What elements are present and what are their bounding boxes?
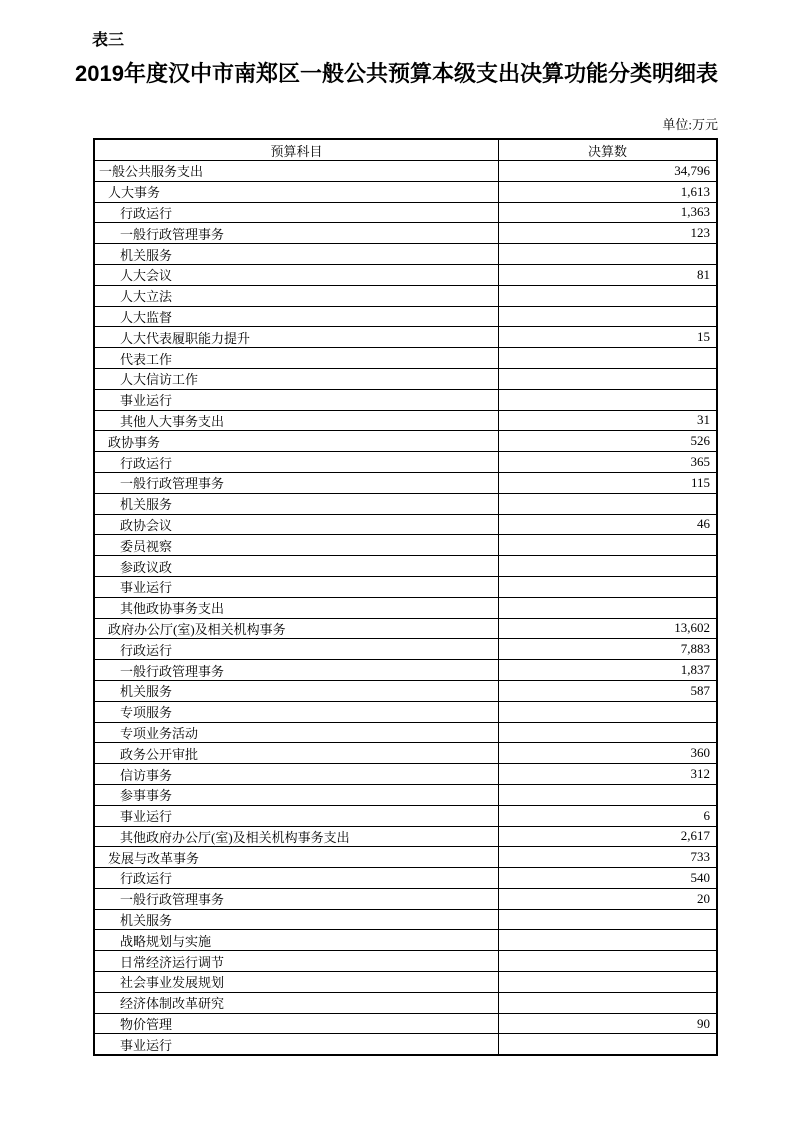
table-row	[95, 410, 716, 431]
amount-cell: 15	[697, 329, 710, 345]
table-row	[95, 659, 716, 680]
subject-cell: 其他政协事务支出	[95, 598, 499, 618]
subject-cell: 日常经济运行调节	[95, 951, 499, 971]
amount-cell: 13,602	[674, 620, 710, 636]
table-row	[95, 909, 716, 930]
amount-cell: 81	[697, 266, 710, 282]
table-row	[95, 222, 716, 243]
table-row	[95, 1033, 716, 1054]
subject-cell: 专项业务活动	[95, 723, 499, 743]
subject-cell: 参事事务	[95, 785, 499, 805]
amount-cell: 540	[690, 869, 710, 885]
table-row	[95, 326, 716, 347]
amount-cell: 20	[697, 890, 710, 906]
table-row	[95, 493, 716, 514]
table-row	[95, 368, 716, 389]
table-row	[95, 638, 716, 659]
subject-cell: 机关服务	[95, 244, 499, 264]
subject-cell: 行政运行	[95, 452, 499, 472]
table-row	[95, 181, 716, 202]
subject-cell: 人大事务	[95, 182, 499, 202]
subject-cell: 机关服务	[95, 681, 499, 701]
subject-cell: 人大立法	[95, 286, 499, 306]
amount-cell: 123	[690, 225, 710, 241]
subject-cell: 参政议政	[95, 556, 499, 576]
amount-cell: 360	[690, 745, 710, 761]
subject-cell: 行政运行	[95, 203, 499, 223]
amount-cell: 526	[690, 433, 710, 449]
table-number-label: 表三	[92, 32, 125, 49]
subject-cell: 专项服务	[95, 702, 499, 722]
table-row	[95, 264, 716, 285]
amount-cell: 587	[690, 682, 710, 698]
table-row	[95, 202, 716, 223]
subject-cell: 一般行政管理事务	[95, 889, 499, 909]
table-row	[95, 742, 716, 763]
subject-cell: 战略规划与实施	[95, 930, 499, 950]
subject-cell: 人大代表履职能力提升	[95, 327, 499, 347]
subject-cell: 政府办公厅(室)及相关机构事务	[95, 619, 499, 639]
table-row	[95, 971, 716, 992]
subject-cell: 其他政府办公厅(室)及相关机构事务支出	[95, 827, 499, 847]
table-row	[95, 867, 716, 888]
subject-cell: 社会事业发展规划	[95, 972, 499, 992]
table-row	[95, 763, 716, 784]
subject-cell: 人大会议	[95, 265, 499, 285]
document-title: 2019年度汉中市南郑区一般公共预算本级支出决算功能分类明细表	[75, 61, 718, 86]
table-body	[95, 160, 716, 1054]
table-row	[95, 597, 716, 618]
subject-cell: 一般行政管理事务	[95, 660, 499, 680]
table-row	[95, 846, 716, 867]
table-row	[95, 805, 716, 826]
subject-cell: 一般公共服务支出	[95, 161, 499, 181]
table-row	[95, 701, 716, 722]
subject-cell: 人大监督	[95, 307, 499, 327]
table-row	[95, 306, 716, 327]
subject-cell: 委员视察	[95, 535, 499, 555]
subject-cell: 其他人大事务支出	[95, 411, 499, 431]
table-row	[95, 992, 716, 1013]
table-header-row	[95, 140, 716, 160]
subject-cell: 行政运行	[95, 639, 499, 659]
subject-cell: 人大信访工作	[95, 369, 499, 389]
amount-cell: 6	[703, 807, 710, 823]
amount-cell: 1,837	[680, 662, 710, 678]
amount-cell: 365	[690, 454, 710, 470]
subject-cell: 信访事务	[95, 764, 499, 784]
table-row	[95, 514, 716, 535]
subject-cell: 事业运行	[95, 390, 499, 410]
amount-cell: 312	[690, 766, 710, 781]
table-row	[95, 472, 716, 493]
table-row	[95, 722, 716, 743]
subject-cell: 经济体制改革研究	[95, 993, 499, 1013]
amount-cell: 2,617	[680, 828, 710, 844]
table-row	[95, 347, 716, 368]
table-row	[95, 950, 716, 971]
amount-cell: 733	[690, 849, 710, 865]
table-row	[95, 784, 716, 805]
subject-cell: 政协事务	[95, 431, 499, 451]
amount-cell: 1,363	[680, 204, 710, 220]
subject-cell: 政协会议	[95, 515, 499, 535]
table-row	[95, 826, 716, 847]
subject-cell: 事业运行	[95, 577, 499, 597]
amount-cell: 115	[690, 474, 710, 490]
table-row	[95, 430, 716, 451]
unit-note: 单位:万元	[662, 117, 718, 132]
table-row	[95, 1013, 716, 1034]
subject-cell: 物价管理	[95, 1014, 499, 1034]
table-row	[95, 534, 716, 555]
subject-cell: 一般行政管理事务	[95, 473, 499, 493]
subject-cell: 一般行政管理事务	[95, 223, 499, 243]
subject-cell: 行政运行	[95, 868, 499, 888]
table-row	[95, 618, 716, 639]
amount-cell: 46	[697, 516, 710, 532]
amount-cell: 7,883	[680, 641, 710, 657]
subject-cell: 机关服务	[95, 494, 499, 514]
subject-cell: 发展与改革事务	[95, 847, 499, 867]
table-row	[95, 680, 716, 701]
table-row	[95, 160, 716, 181]
table-row	[95, 451, 716, 472]
amount-cell: 1,613	[680, 183, 710, 199]
amount-cell: 31	[697, 412, 710, 428]
column-header-amount: 决算数	[587, 143, 627, 159]
table-row	[95, 576, 716, 597]
amount-cell: 90	[697, 1015, 710, 1031]
table-row	[95, 389, 716, 410]
column-header-subject: 预算科目	[95, 140, 499, 160]
subject-cell: 事业运行	[95, 1034, 499, 1054]
subject-cell: 代表工作	[95, 348, 499, 368]
table-row	[95, 888, 716, 909]
subject-cell: 机关服务	[95, 910, 499, 930]
subject-cell: 事业运行	[95, 806, 499, 826]
subject-cell: 政务公开审批	[95, 743, 499, 763]
table-row	[95, 555, 716, 576]
table-row	[95, 285, 716, 306]
table-row	[95, 929, 716, 950]
budget-table	[93, 138, 718, 1056]
table-row	[95, 243, 716, 264]
amount-cell: 34,796	[674, 162, 710, 178]
